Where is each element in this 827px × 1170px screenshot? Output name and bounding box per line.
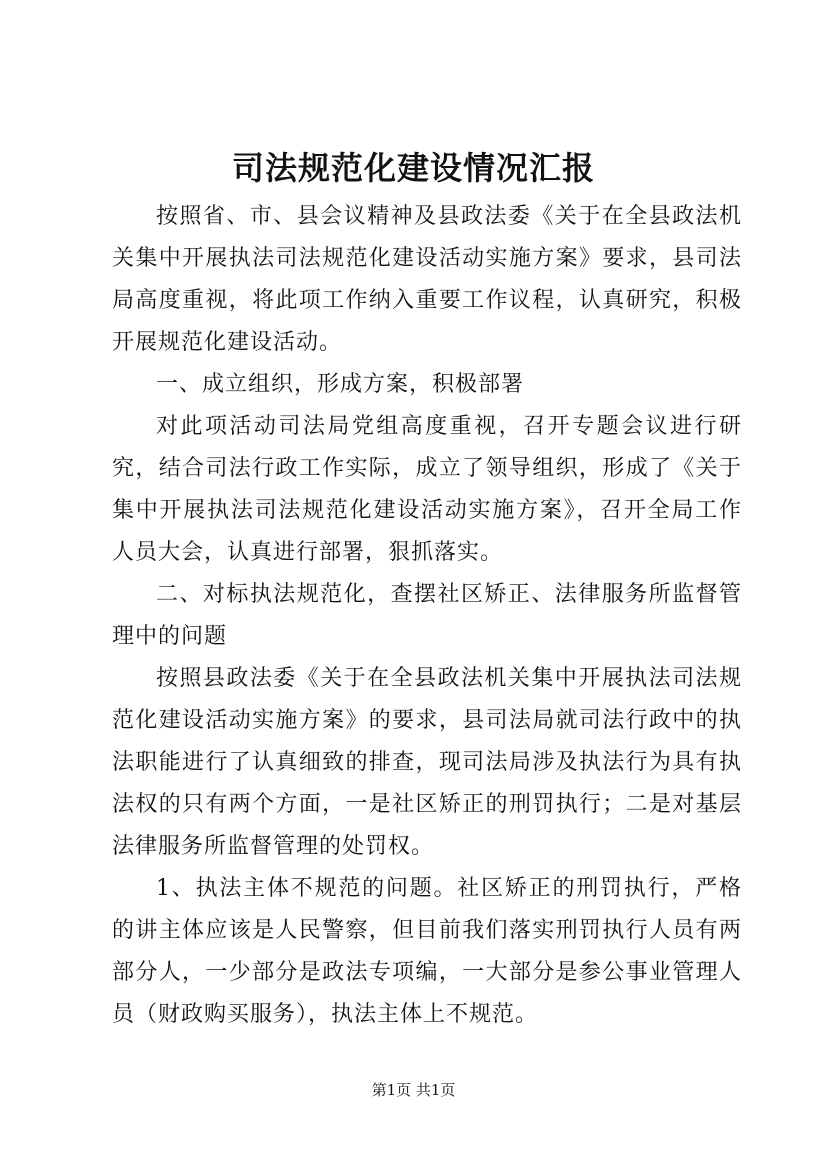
paragraph-intro: 按照省、市、县会议精神及县政法委《关于在全县政法机关集中开展执法司法规范化建设活动实施方案》要求，县司法局高度重视，将此项工作纳入重要工作议程，认真研究，积极开展规范化建设活动。 — [112, 204, 742, 355]
page-footer: 第1页 共1页 — [371, 1081, 456, 1099]
paragraph-point-1: 1、执法主体不规范的问题。社区矫正的刑罚执行，严格的讲主体应该是人民警察，但目前我们落实刑罚执行人员有两部分人，一少部分是政法专项编，一大部分是参公事业管理人员（财政购买服务），执法主体上不规范。 — [112, 876, 742, 1027]
section-heading-2: 二、对标执法规范化，查摆社区矫正、法律服务所监督管理中的问题 — [112, 582, 742, 649]
paragraph-section-2: 按照县政法委《关于在全县政法机关集中开展执法司法规范化建设活动实施方案》的要求，县司法局就司法行政中的执法职能进行了认真细致的排查，现司法局涉及执法行为具有执法权的只有两个方面，一是社区矫正的刑罚执行；二是对基层法律服务所监督管理的处罚权。 — [112, 666, 742, 859]
document-body — [112, 196, 742, 1036]
paragraph-section-1: 对此项活动司法局党组高度重视，召开专题会议进行研究，结合司法行政工作实际，成立了领导组织，形成了《关于集中开展执法司法规范化建设活动实施方案》，召开全局工作人员大会，认真进行部署，狠抓落实。 — [112, 414, 742, 565]
section-heading-1: 一、成立组织，形成方案，积极部署 — [156, 372, 525, 397]
document-title: 司法规范化建设情况汇报 — [231, 149, 595, 187]
